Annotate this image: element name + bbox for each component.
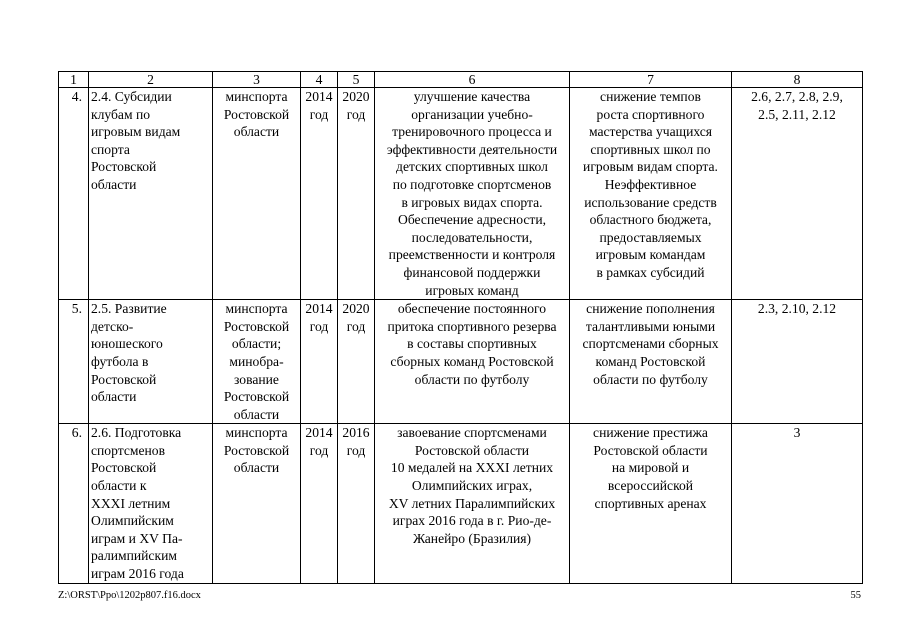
start-year: 2014 год: [301, 424, 338, 583]
consequences: снижение пополнения талантливыми юными спортсменами сборных команд Ростовской области по футболу: [570, 300, 732, 424]
related-indicators: 3: [732, 424, 863, 583]
end-year: 2020 год: [338, 88, 375, 300]
measure-name: 2.5. Развитие детско- юношеского футбола в Ростовской области: [89, 300, 213, 424]
related-indicators: 2.3, 2.10, 2.12: [732, 300, 863, 424]
header-cell-6: 6: [375, 72, 570, 88]
row-number: 6.: [59, 424, 89, 583]
header-cell-3: 3: [213, 72, 301, 88]
table-row: [59, 424, 863, 583]
header-cell-7: 7: [570, 72, 732, 88]
executor: минспорта Ростовской области: [213, 424, 301, 583]
executor: минспорта Ростовской области: [213, 88, 301, 300]
header-cell-4: 4: [301, 72, 338, 88]
table-row: [59, 88, 863, 300]
row-number: 4.: [59, 88, 89, 300]
header-cell-2: 2: [89, 72, 213, 88]
header-cell-1: 1: [59, 72, 89, 88]
document-table: [58, 71, 863, 584]
footer-file-path: Z:\ORST\Ppo\1202p807.f16.docx: [58, 590, 201, 601]
consequences: снижение престижа Ростовской области на мировой и всероссийской спортивных аренах: [570, 424, 732, 583]
page-number: 55: [850, 590, 861, 601]
expected-result: обеспечение постоянного притока спортивного резерва в составы спортивных сборных команд Ростовской области по футболу: [375, 300, 570, 424]
table-row: [59, 300, 863, 424]
header-cell-5: 5: [338, 72, 375, 88]
row-number: 5.: [59, 300, 89, 424]
measure-name: 2.6. Подготовка спортсменов Ростовской области к XXXI летним Олимпийским играм и XV Па- ралимпийским играм 2016 года: [89, 424, 213, 583]
table-header-row: [59, 72, 863, 88]
start-year: 2014 год: [301, 300, 338, 424]
header-cell-8: 8: [732, 72, 863, 88]
measure-name: 2.4. Субсидии клубам по игровым видам спорта Ростовской области: [89, 88, 213, 300]
executor: минспорта Ростовской области; минобра- зование Ростовской области: [213, 300, 301, 424]
expected-result: завоевание спортсменами Ростовской области 10 медалей на XXXI летних Олимпийских играх, XV летних Паралимпийских играх 2016 года в г. Рио-де- Жанейро (Бразилия): [375, 424, 570, 583]
consequences: снижение темпов роста спортивного мастерства учащихся спортивных школ по игровым видам спорта. Неэффективное использование средств областного бюджета, предоставляемых игровым командам в рамках субсидий: [570, 88, 732, 300]
expected-result: улучшение качества организации учебно- тренировочного процесса и эффективности деятельности детских спортивных школ по подготовке спортсменов в игровых видах спорта. Обеспечение адресности, последовательности, преемственности и контроля финансовой поддержки игровых команд: [375, 88, 570, 300]
related-indicators: 2.6, 2.7, 2.8, 2.9, 2.5, 2.11, 2.12: [732, 88, 863, 300]
end-year: 2016 год: [338, 424, 375, 583]
end-year: 2020 год: [338, 300, 375, 424]
start-year: 2014 год: [301, 88, 338, 300]
